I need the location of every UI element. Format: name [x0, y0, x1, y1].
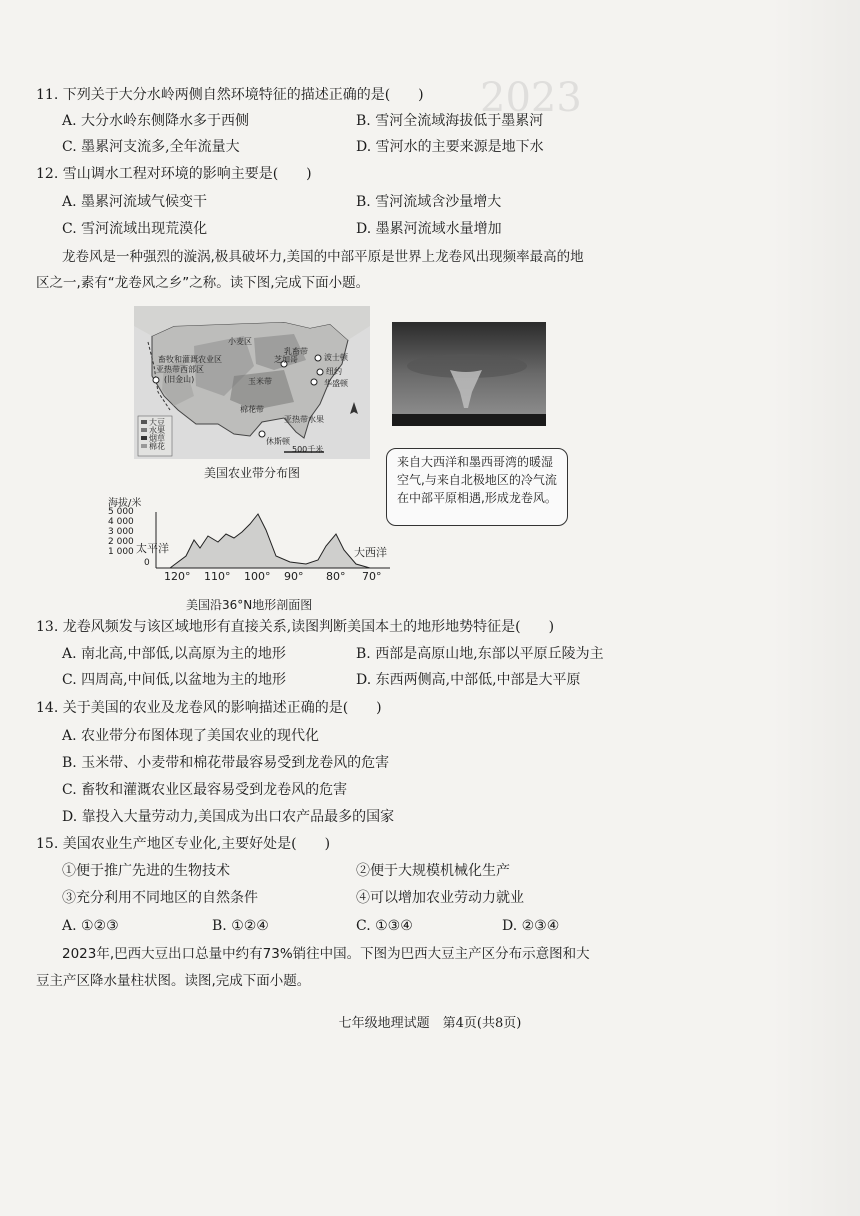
map-caption: 美国农业带分布图 — [204, 466, 301, 480]
q15-statement-2: ②便于大规模机械化生产 — [356, 863, 510, 879]
q15-statement-3: ③充分利用不同地区的自然条件 — [62, 890, 258, 906]
q11-option-d: D. 雪河水的主要来源是地下水 — [356, 139, 544, 155]
profile-label-atlantic: 大西洋 — [354, 546, 387, 559]
q12-option-a: A. 墨累河流域气候变干 — [62, 194, 208, 210]
q13-option-b: B. 西部是高原山地,东部以平原丘陵为主 — [356, 646, 604, 662]
q12-option-d: D. 墨累河流域水量增加 — [356, 221, 502, 237]
q11-option-b: B. 雪河全流域海拔低于墨累河 — [356, 113, 544, 129]
profile-xtick-110: 110° — [204, 570, 231, 583]
map-label-ranch: 畜牧和灌溉农业区 — [158, 355, 222, 364]
profile-xtick-120: 120° — [164, 570, 191, 583]
q11-option-a: A. 大分水岭东侧降水多于西侧 — [62, 113, 250, 129]
profile-ytick-0: 0 — [144, 558, 150, 568]
profile-caption: 美国沿36°N地形剖面图 — [186, 598, 313, 612]
map-label-med: 亚热带西部区 — [156, 365, 204, 374]
profile-xtick-80: 80° — [326, 570, 346, 583]
q13-option-c: C. 四周高,中间低,以盆地为主的地形 — [62, 672, 287, 688]
binding-margin — [770, 0, 860, 1216]
map-label-boston: 波士顿 — [324, 353, 348, 362]
q12-stem: 12. 雪山调水工程对环境的影响主要是( ) — [36, 166, 312, 182]
q12-option-b: B. 雪河流域含沙量增大 — [356, 194, 502, 210]
q15-option-a: A. ①②③ — [62, 918, 119, 934]
q15-statement-4: ④可以增加农业劳动力就业 — [356, 890, 524, 906]
tornado-photo — [392, 322, 546, 426]
q13-option-d: D. 东西两侧高,中部低,中部是大平原 — [356, 672, 581, 688]
q15-stem: 15. 美国农业生产地区专业化,主要好处是( ) — [36, 836, 331, 852]
map-label-ny: 纽约 — [326, 367, 342, 376]
map-label-sf: (旧金山) — [164, 375, 195, 384]
q11-stem: 11. 下列关于大分水岭两侧自然环境特征的描述正确的是( ) — [36, 87, 424, 103]
map-legend-soybean: 大豆 — [149, 418, 165, 427]
profile-xtick-70: 70° — [362, 570, 382, 583]
bleed-through-text: 2023 — [480, 75, 582, 121]
profile-ytick-1000: 1 000 — [108, 547, 134, 557]
q13-stem: 13. 龙卷风频发与该区域地形有直接关系,读图判断美国本土的地形地势特征是( ) — [36, 619, 555, 635]
q13-option-a: A. 南北高,中部低,以高原为主的地形 — [62, 646, 286, 662]
q14-option-b: B. 玉米带、小麦带和棉花带最容易受到龙卷风的危害 — [62, 755, 390, 771]
profile-ytick-5000: 5 000 — [108, 507, 134, 517]
profile-label-pacific: 太平洋 — [136, 542, 169, 555]
map-legend-cotton: 棉花 — [149, 442, 165, 451]
q11-option-c: C. 墨累河支流多,全年流量大 — [62, 139, 240, 155]
intro-brazil-line2: 豆主产区降水量柱状图。读图,完成下面小题。 — [36, 973, 311, 989]
profile-ytick-2000: 2 000 — [108, 537, 134, 547]
profile-ylabel: 海拔/米 — [108, 498, 142, 509]
tornado-explanation-bubble: 来自大西洋和墨西哥湾的暖湿空气,与来自北极地区的冷气流在中部平原相遇,形成龙卷风。 — [386, 448, 568, 526]
map-legend-fruit: 水果 — [149, 426, 165, 435]
intro-tornado-line1: 龙卷风是一种强烈的漩涡,极具破坏力,美国的中部平原是世界上龙卷风出现频率最高的地 — [62, 249, 584, 265]
profile-xtick-90: 90° — [284, 570, 304, 583]
profile-ytick-3000: 3 000 — [108, 527, 134, 537]
map-label-corn: 玉米带 — [248, 377, 272, 386]
map-label-fruit: 亚热带水果 — [284, 415, 324, 424]
map-label-dairy: 乳畜带 — [284, 347, 308, 356]
map-label-wash: 华盛顿 — [324, 379, 348, 388]
q14-option-d: D. 靠投入大量劳动力,美国成为出口农产品最多的国家 — [62, 809, 395, 825]
map-label-houston: 休斯顿 — [266, 437, 290, 446]
profile-xtick-100: 100° — [244, 570, 271, 583]
q15-option-d: D. ②③④ — [502, 918, 560, 934]
q14-option-a: A. 农业带分布图体现了美国农业的现代化 — [62, 728, 320, 744]
q15-option-b: B. ①②④ — [212, 918, 269, 934]
q14-stem: 14. 关于美国的农业及龙卷风的影响描述正确的是( ) — [36, 700, 382, 716]
map-label-cotton: 棉花带 — [240, 405, 264, 414]
page-footer: 七年级地理试题 第4页(共8页) — [338, 1016, 522, 1031]
map-legend-tobacco: 烟草 — [149, 434, 165, 443]
tornado-image — [392, 322, 546, 426]
terrain-profile — [100, 494, 400, 594]
intro-tornado-line2: 区之一,素有“龙卷风之乡”之称。读下图,完成下面小题。 — [36, 275, 370, 291]
q14-option-c: C. 畜牧和灌溉农业区最容易受到龙卷风的危害 — [62, 782, 348, 798]
profile-ytick-4000: 4 000 — [108, 517, 134, 527]
q15-option-c: C. ①③④ — [356, 918, 413, 934]
q12-option-c: C. 雪河流域出现荒漠化 — [62, 221, 208, 237]
map-label-wheat: 小麦区 — [228, 337, 252, 346]
map-label-chicago: 芝加哥 — [274, 355, 298, 364]
map-scale-label: 500千米 — [292, 445, 324, 454]
intro-brazil-line1: 2023年,巴西大豆出口总量中约有73%销往中国。下图为巴西大豆主产区分布示意图和大 — [62, 946, 590, 962]
q15-statement-1: ①便于推广先进的生物技术 — [62, 863, 230, 879]
us-agriculture-map — [134, 306, 370, 459]
